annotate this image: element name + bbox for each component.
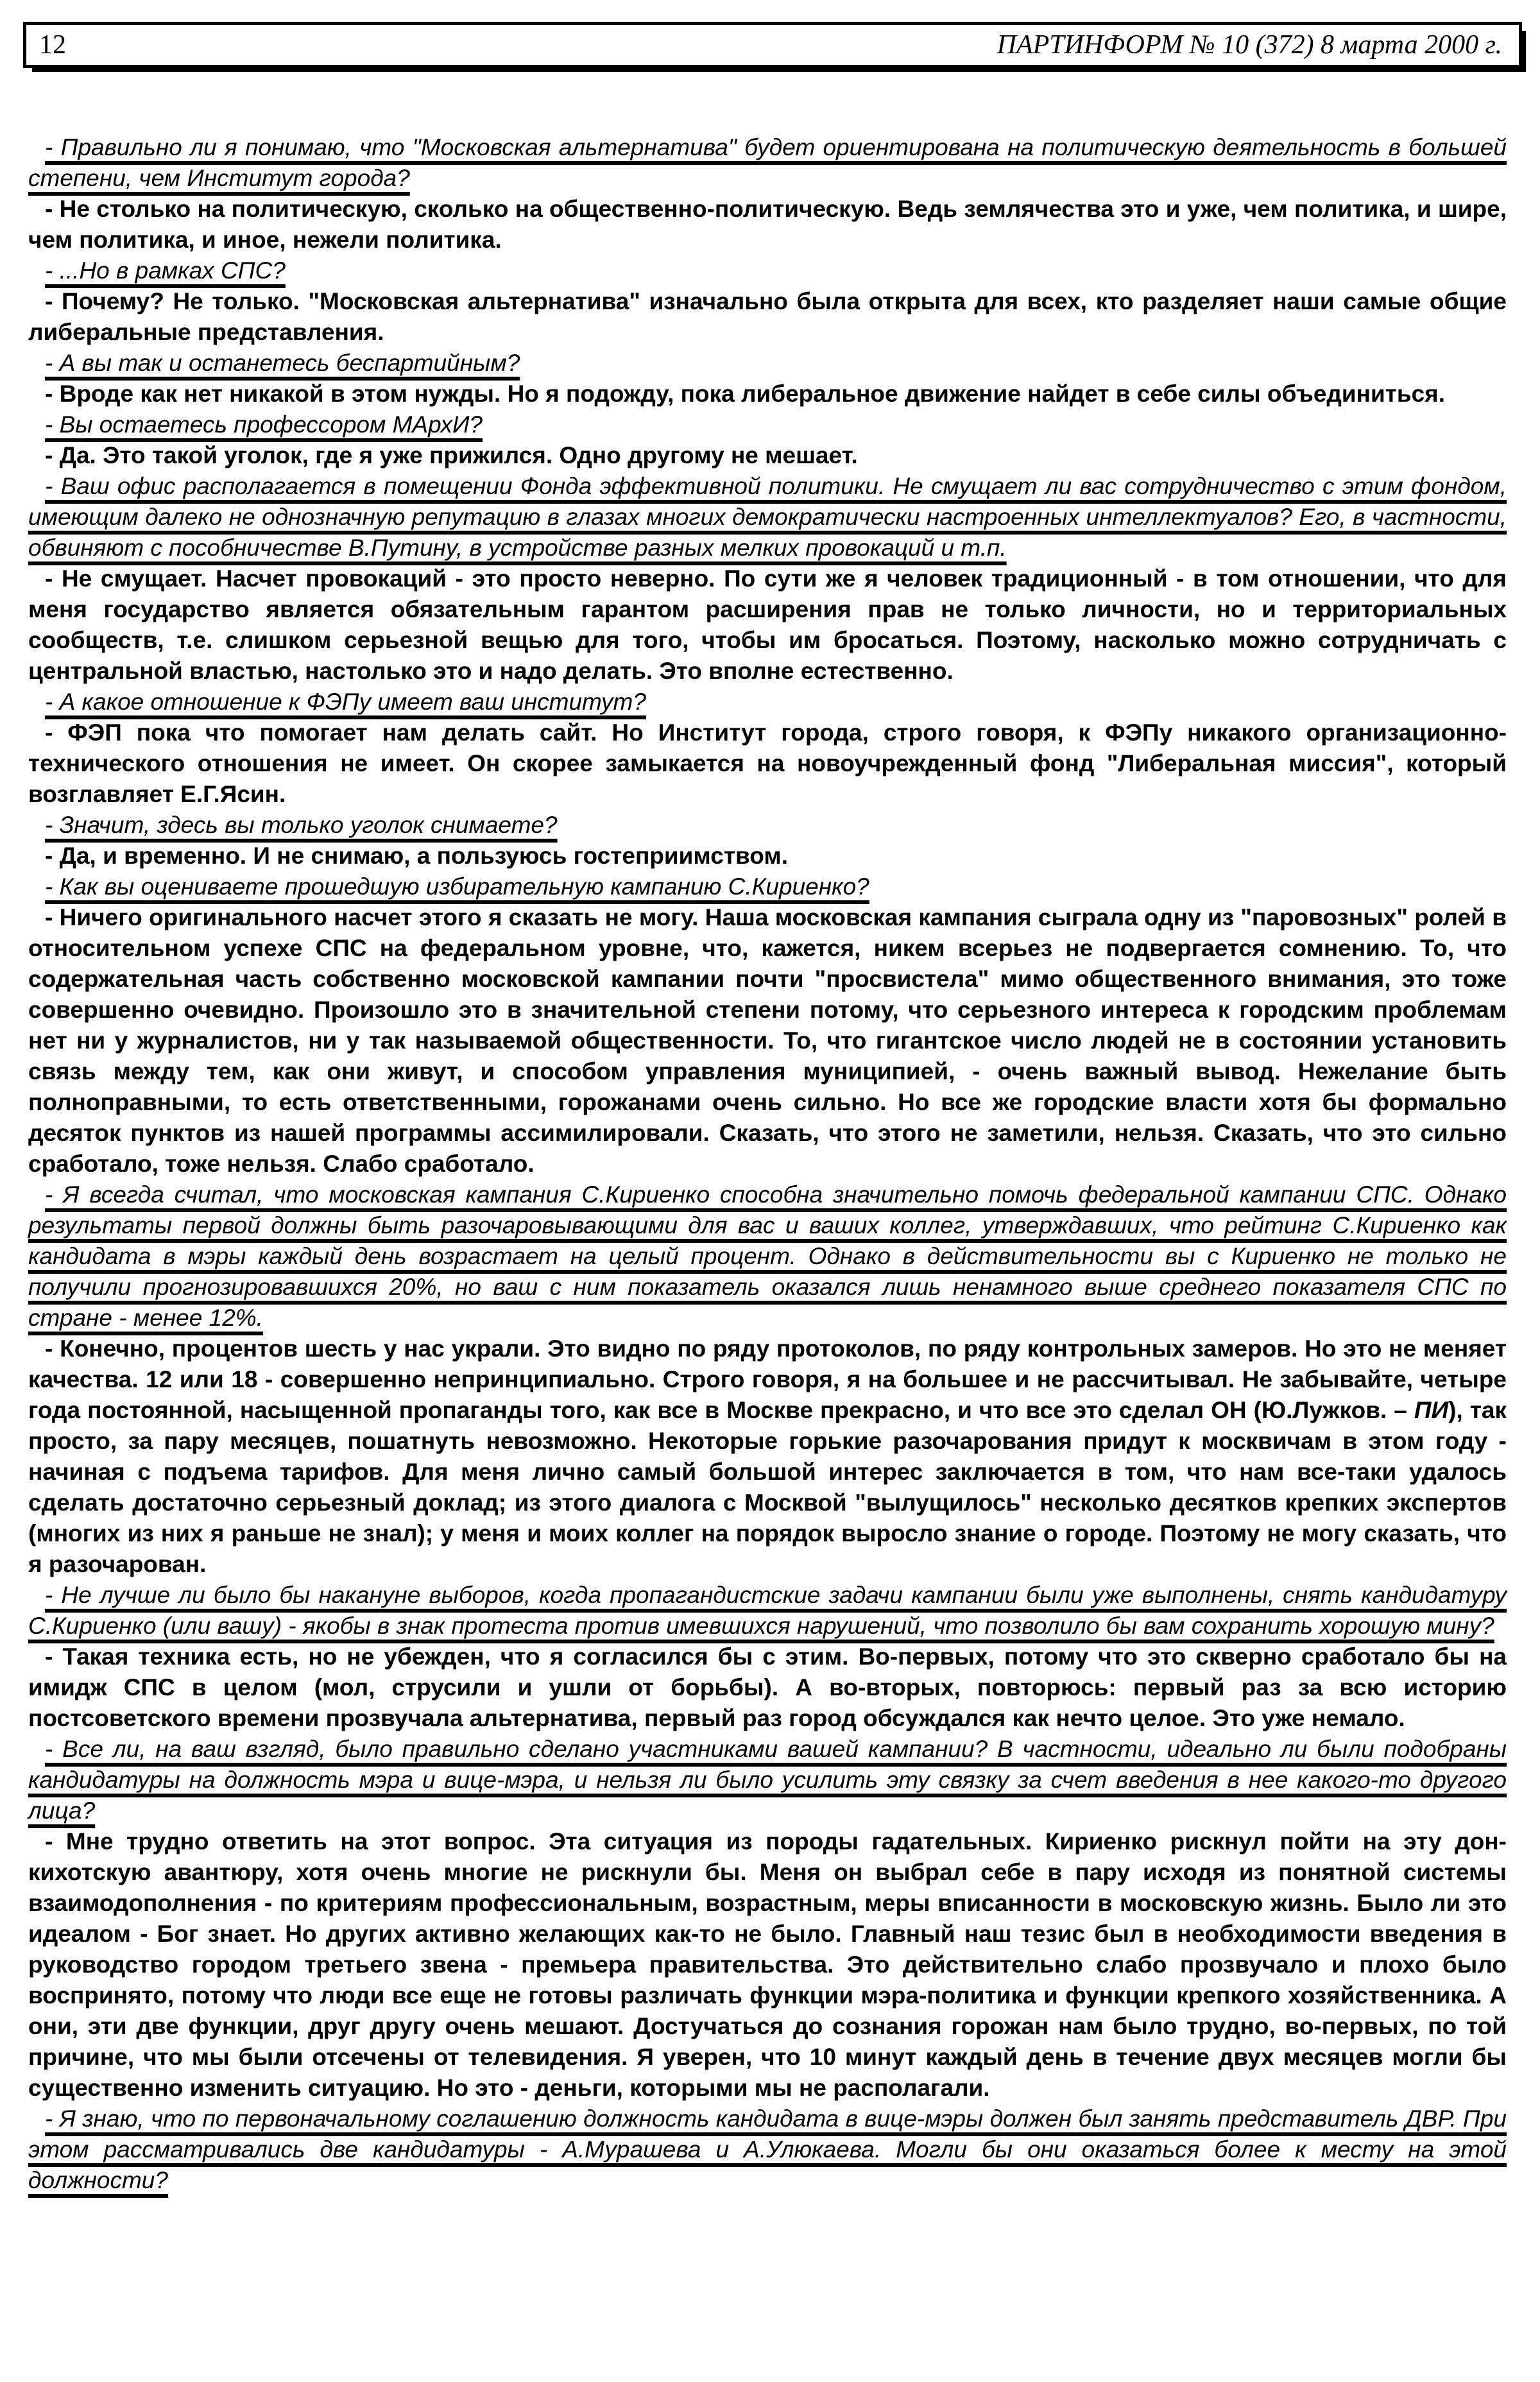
header-title: ПАРТИНФОРМ № 10 (372) 8 марта 2000 г. — [997, 30, 1502, 60]
question-paragraph — [28, 255, 1507, 286]
answer-text: - Не смущает. Насчет провокаций - это просто неверно. По сути же я человек традиционный - в том отношении, что для меня государство является обязательным гарантом расширения прав не только личности, но и территориальных сообществ, т.е. слишком серьезной вещью для того, чтобы им бросаться. Поэтому, насколько можно сотрудничать с центральной властью, настолько это и надо делать. Это вполне естественно. — [28, 565, 1507, 684]
question-paragraph — [28, 810, 1507, 841]
page-header — [23, 22, 1522, 68]
question-paragraph — [28, 1734, 1507, 1826]
question-text: - Я всегда считал, что московская кампания С.Кириенко способна значительно помочь федеральной кампании СПС. Однако результаты первой должны быть разочаровывающими для вас и ваших коллег, утверждавших, что рейтинг С.Кириенко как кандидата в мэры каждый день возрастает на целый процент. Однако в действительности вы с Кириенко не только не получили прогнозировавшихся 20%, но ваш с ним показатель оказался лишь ненамного выше среднего показателя СПС по стране - менее 12%. — [28, 1181, 1507, 1331]
question-paragraph — [28, 348, 1507, 379]
answer-paragraph — [28, 1826, 1507, 2104]
answer-text: - Да. Это такой уголок, где я уже прижился. Одно другому не мешает. — [45, 442, 858, 468]
question-text: - Ваш офис располагается в помещении Фонда эффективной политики. Не смущает ли вас сотрудничество с этим фондом, имеющим далеко не однозначную репутацию в глазах многих демократически настроенных интеллектуалов? Его, в частности, обвиняют с пособничестве В.Путину, в устройстве разных мелких провокаций и т.п. — [28, 473, 1507, 561]
answer-text: ПИ — [1414, 1397, 1449, 1423]
answer-paragraph — [28, 440, 1507, 471]
question-paragraph — [28, 687, 1507, 717]
interview-text — [28, 132, 1507, 2196]
question-paragraph — [28, 871, 1507, 902]
question-text: - А какое отношение к ФЭПу имеет ваш институт? — [45, 689, 646, 715]
answer-text: - Почему? Не только. "Московская альтернатива" изначально была открыта для всех, кто разделяет наши самые общие либеральные представления. — [28, 288, 1507, 345]
answer-paragraph — [28, 1641, 1507, 1734]
question-text: - Как вы оцениваете прошедшую избирательную кампанию С.Кириенко? — [45, 873, 869, 900]
answer-paragraph — [28, 286, 1507, 348]
answer-paragraph — [28, 902, 1507, 1179]
answer-text: - ФЭП пока что помогает нам делать сайт. Но Институт города, строго говоря, к ФЭПу никакого организационно-технического отношения не имеет. Он скорее замыкается на новоучрежденный фонд "Либеральная миссия", который возглавляет Е.Г.Ясин. — [28, 719, 1507, 807]
question-text: - Все ли, на ваш взгляд, было правильно сделано участниками вашей кампании? В частности, идеально ли были подобраны кандидатуры на должность мэра и вице-мэра, и нельзя ли было усилить эту связку за счет введения в нее какого-то другого лица? — [28, 1736, 1507, 1824]
question-paragraph — [28, 2104, 1507, 2196]
question-text: - Вы остаетесь профессором МАрхИ? — [45, 411, 483, 438]
answer-text: - Да, и временно. И не снимаю, а пользуюсь гостеприимством. — [45, 843, 788, 869]
answer-text: - Такая техника есть, но не убежден, что я согласился бы с этим. Во-первых, потому что это скверно сработало бы на имидж СПС в целом (мол, струсили и ушли от борьбы). А во-вторых, повторюсь: первый раз за всю историю постсоветского времени прозвучала альтернатива, первый раз город обсуждался как нечто целое. Это уже немало. — [28, 1643, 1507, 1731]
answer-paragraph — [28, 194, 1507, 255]
answer-text: ), так просто, за пару месяцев, пошатнуть невозможно. Некоторые горькие разочарования придут к москвичам в этом году - начиная с подъема тарифов. Для меня лично самый большой интерес заключается в том, что нам все-таки удалось сделать достаточно серьезный доклад; из этого диалога с Москвой "вылущилось" несколько десятков крепких экспертов (многих из них я раньше не знал); у меня и моих коллег на порядок выросло знание о городе. Поэтому не могу сказать, что я разочарован. — [28, 1397, 1507, 1577]
answer-paragraph — [28, 563, 1507, 687]
page-number: 12 — [39, 30, 66, 60]
answer-paragraph — [28, 1333, 1507, 1580]
question-text: - Я знаю, что по первоначальному соглашению должность кандидата в вице-мэры должен был занять представитель ДВР. При этом рассматривались две кандидатуры - А.Мурашева и А.Улюкаева. Могли бы они оказаться более к месту на этой должности? — [28, 2105, 1507, 2193]
answer-paragraph — [28, 379, 1507, 409]
question-text: - Правильно ли я понимаю, что "Московская альтернатива" будет ориентирована на политическую деятельность в большей степени, чем Институт города? — [28, 134, 1507, 191]
answer-paragraph — [28, 841, 1507, 871]
answer-text: - Не столько на политическую, сколько на общественно-политическую. Ведь землячества это и уже, чем политика, и шире, чем политика, и иное, нежели политика. — [28, 196, 1507, 253]
question-paragraph — [28, 409, 1507, 440]
answer-text: - Вроде как нет никакой в этом нужды. Но я подожду, пока либеральное движение найдет в себе силы объединиться. — [45, 381, 1446, 407]
question-paragraph — [28, 1580, 1507, 1641]
answer-text: - Конечно, процентов шесть у нас украли. Это видно по ряду протоколов, по ряду контрольных замеров. Но это не меняет качества. 12 или 18 - совершенно непринципиально. Строго говоря, я на большее и не рассчитывал. Не забывайте, четыре года постоянной, насыщенной пропаганды того, как все в Москве прекрасно, и что все это сделал ОН (Ю.Лужков. – — [28, 1335, 1507, 1423]
question-text: - Не лучше ли было бы накануне выборов, когда пропагандистские задачи кампании были уже выполнены, снять кандидатуру С.Кириенко (или вашу) - якобы в знак протеста против имевшихся нарушений, что позволило бы вам сохранить хорошую мину? — [28, 1582, 1507, 1639]
question-paragraph — [28, 132, 1507, 194]
answer-text: - Ничего оригинального насчет этого я сказать не могу. Наша московская кампания сыграла одну из "паровозных" ролей в относительном успехе СПС на федеральном уровне, что, кажется, никем всерьез не подвергается сомнению. То, что содержательная часть собственно московской кампании почти "просвистела" мимо общественного внимания, это тоже совершенно очевидно. Произошло это в значительной степени потому, что серьезного интереса к городским проблемам нет ни у журналистов, ни у так называемой общественности. То, что гигантское число людей не в состоянии установить связь между тем, как они живут, и способом управления муниципией, - очень важный вывод. Нежелание быть полноправными, то есть ответственными, горожанами очень сильно. Но все же городские власти хотя бы формально десяток пунктов из нашей программы ассимилировали. Сказать, что этого не заметили, нельзя. Сказать, что это сильно сработало, тоже нельзя. Слабо сработало. — [28, 904, 1507, 1177]
question-text: - А вы так и останетесь беспартийным? — [45, 350, 520, 376]
question-paragraph — [28, 471, 1507, 563]
question-paragraph — [28, 1179, 1507, 1333]
answer-text: - Мне трудно ответить на этот вопрос. Эта ситуация из породы гадательных. Кириенко рискнул пойти на эту дон-кихотскую авантюру, хотя очень многие не рискнули бы. Меня он выбрал себе в пару исходя из понятной системы взаимодополнения - по критериям профессиональным, возрастным, меры вписанности в московскую жизнь. Было ли это идеалом - Бог знает. Но других активно желающих как-то не было. Главный наш тезис был в необходимости введения в руководство городом третьего звена - премьера правительства. Это действительно слабо прозвучало и плохо было воспринято, потому что люди все еще не готовы различать функции мэра-политика и функции крепкого хозяйственника. А они, эти две функции, друг другу очень мешают. Достучаться до сознания горожан нам было трудно, во-первых, по той причине, что мы были отсечены от телевидения. Я уверен, что 10 минут каждый день в течение двух месяцев могли бы существенно изменить ситуацию. Но это - деньги, которыми мы не располагали. — [28, 1828, 1507, 2101]
question-text: - ...Но в рамках СПС? — [45, 257, 286, 284]
answer-paragraph — [28, 717, 1507, 810]
question-text: - Значит, здесь вы только уголок снимаете? — [45, 812, 558, 838]
